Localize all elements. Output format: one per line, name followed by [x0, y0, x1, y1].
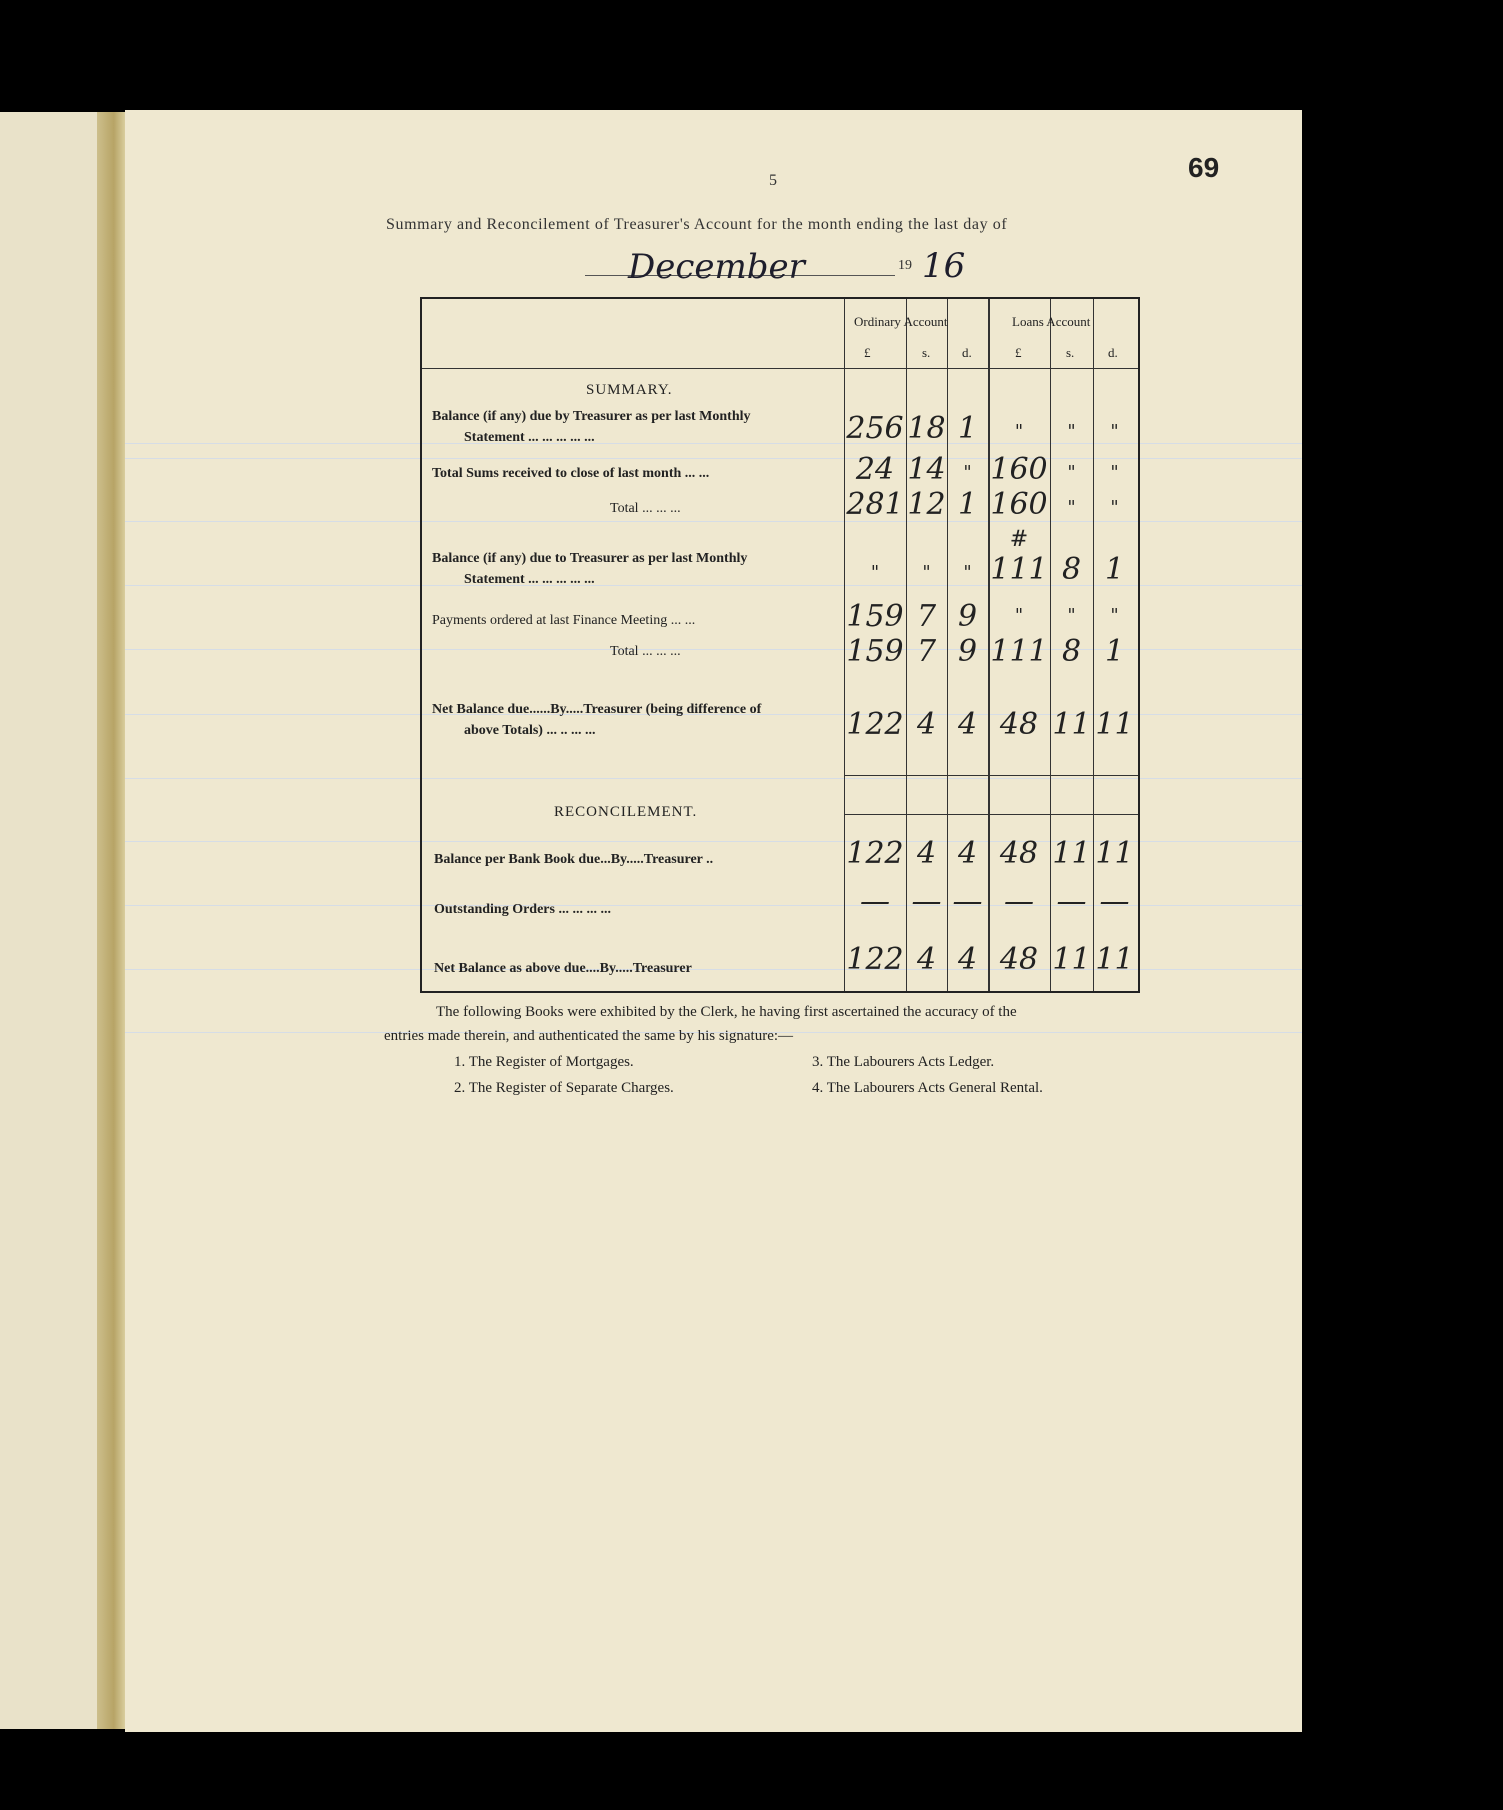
- value-cell: 159: [846, 634, 904, 669]
- row-label: Outstanding Orders ... ... ... ...: [434, 902, 611, 917]
- value-cell: ": [963, 462, 972, 483]
- printed-page-number: 5: [769, 172, 777, 189]
- value-cell: 256: [846, 411, 904, 446]
- value-cell: 48: [999, 707, 1039, 742]
- value-cell: 11: [1052, 836, 1091, 871]
- left-page: [0, 112, 112, 1729]
- value-cell: 9: [957, 599, 978, 634]
- row-label: Total ... ... ...: [610, 501, 681, 516]
- value-cell: 122: [846, 836, 904, 871]
- value-cell: 7: [916, 599, 937, 634]
- book-spine: [97, 112, 125, 1729]
- value-cell: ": [1014, 421, 1024, 442]
- value-cell: ": [1014, 605, 1024, 626]
- section-rule: [844, 814, 1138, 815]
- value-cell: 12: [907, 487, 946, 522]
- ordinary-account-header: Ordinary Account: [854, 314, 948, 329]
- value-cell: 48: [999, 836, 1039, 871]
- value-cell: ": [1067, 497, 1076, 518]
- page-heading: Summary and Reconcilement of Treasurer's Account for the month ending the last day of: [386, 216, 1008, 233]
- reconcilement-title: RECONCILEMENT.: [554, 804, 698, 820]
- value-cell: 111: [990, 552, 1048, 587]
- value-cell: ": [963, 562, 972, 583]
- currency-header: s.: [922, 345, 931, 360]
- value-cell: 11: [1095, 707, 1134, 742]
- value-cell: ": [870, 562, 880, 583]
- value-cell: ": [1067, 421, 1076, 442]
- row-label: Balance per Bank Book due...By.....Treasurer ..: [434, 852, 714, 867]
- row-label: above Totals) ... .. ... ...: [464, 723, 596, 738]
- value-cell: 1: [1104, 552, 1125, 587]
- book-item: 2. The Register of Separate Charges.: [454, 1080, 674, 1096]
- value-cell: —: [1004, 884, 1034, 919]
- value-cell: 160: [990, 487, 1048, 522]
- section-rule: [844, 775, 1138, 776]
- value-cell: 8: [1061, 552, 1082, 587]
- account-table: [420, 297, 1140, 993]
- year-prefix: 19: [898, 258, 912, 273]
- header-rule: [422, 368, 1138, 369]
- value-cell: 14: [907, 452, 946, 487]
- value-cell: 122: [846, 942, 904, 977]
- currency-header: £: [864, 345, 871, 360]
- value-cell: —: [1056, 884, 1087, 919]
- hand-mark: #: [1009, 527, 1029, 552]
- value-cell: 4: [916, 707, 937, 742]
- currency-header: £: [1015, 345, 1022, 360]
- summary-title: SUMMARY.: [586, 382, 673, 398]
- value-cell: 8: [1061, 634, 1082, 669]
- row-label: Balance (if any) due by Treasurer as per last Monthly: [432, 409, 751, 424]
- value-cell: 281: [846, 487, 904, 522]
- value-cell: 111: [990, 634, 1048, 669]
- value-cell: ": [1110, 421, 1119, 442]
- value-cell: ": [922, 562, 931, 583]
- book-item: 3. The Labourers Acts Ledger.: [812, 1054, 995, 1070]
- row-label: Statement ... ... ... ... ...: [464, 572, 595, 587]
- value-cell: 18: [907, 411, 946, 446]
- year-handwritten: 16: [922, 246, 966, 286]
- value-cell: —: [911, 884, 942, 919]
- value-cell: ": [1110, 497, 1119, 518]
- loans-account-header: Loans Account: [1012, 314, 1091, 329]
- row-label: Balance (if any) due to Treasurer as per last Monthly: [432, 551, 748, 566]
- currency-header: d.: [962, 345, 972, 360]
- value-cell: ": [1110, 462, 1119, 483]
- value-cell: ": [1110, 605, 1119, 626]
- value-cell: 1: [957, 411, 978, 446]
- value-cell: ": [1067, 462, 1076, 483]
- value-cell: 7: [916, 634, 937, 669]
- row-label: Statement ... ... ... ... ...: [464, 430, 595, 445]
- value-cell: ": [1067, 605, 1076, 626]
- value-cell: 48: [999, 942, 1039, 977]
- book-item: 4. The Labourers Acts General Rental.: [812, 1080, 1043, 1096]
- value-cell: 11: [1095, 942, 1134, 977]
- value-cell: 4: [916, 942, 937, 977]
- value-cell: 4: [916, 836, 937, 871]
- row-label: Payments ordered at last Finance Meeting ... ...: [432, 613, 696, 628]
- value-cell: 122: [846, 707, 904, 742]
- books-intro: entries made therein, and authenticated the same by his signature:—: [384, 1028, 794, 1044]
- currency-header: s.: [1066, 345, 1075, 360]
- value-cell: 11: [1095, 836, 1134, 871]
- book-item: 1. The Register of Mortgages.: [454, 1054, 634, 1070]
- value-cell: 4: [957, 942, 978, 977]
- value-cell: 24: [855, 452, 895, 487]
- value-cell: —: [952, 884, 983, 919]
- value-cell: 9: [957, 634, 978, 669]
- row-label: Net Balance as above due....By.....Treasurer: [434, 961, 692, 976]
- value-cell: 159: [846, 599, 904, 634]
- currency-header: d.: [1108, 345, 1118, 360]
- row-label: Net Balance due......By.....Treasurer (being difference of: [432, 702, 762, 717]
- value-cell: —: [1099, 884, 1130, 919]
- value-cell: 160: [990, 452, 1048, 487]
- value-cell: 4: [957, 836, 978, 871]
- books-intro: The following Books were exhibited by the Clerk, he having first ascertained the accuracy of the: [436, 1004, 1017, 1020]
- value-cell: 11: [1052, 707, 1091, 742]
- value-cell: —: [860, 884, 890, 919]
- value-cell: 1: [1104, 634, 1125, 669]
- value-cell: 1: [957, 487, 978, 522]
- row-label: Total Sums received to close of last month ... ...: [432, 466, 710, 481]
- row-label: Total ... ... ...: [610, 644, 681, 659]
- month-handwritten: December: [628, 247, 805, 287]
- value-cell: 4: [957, 707, 978, 742]
- value-cell: 11: [1052, 942, 1091, 977]
- folio-number: 69: [1188, 152, 1220, 183]
